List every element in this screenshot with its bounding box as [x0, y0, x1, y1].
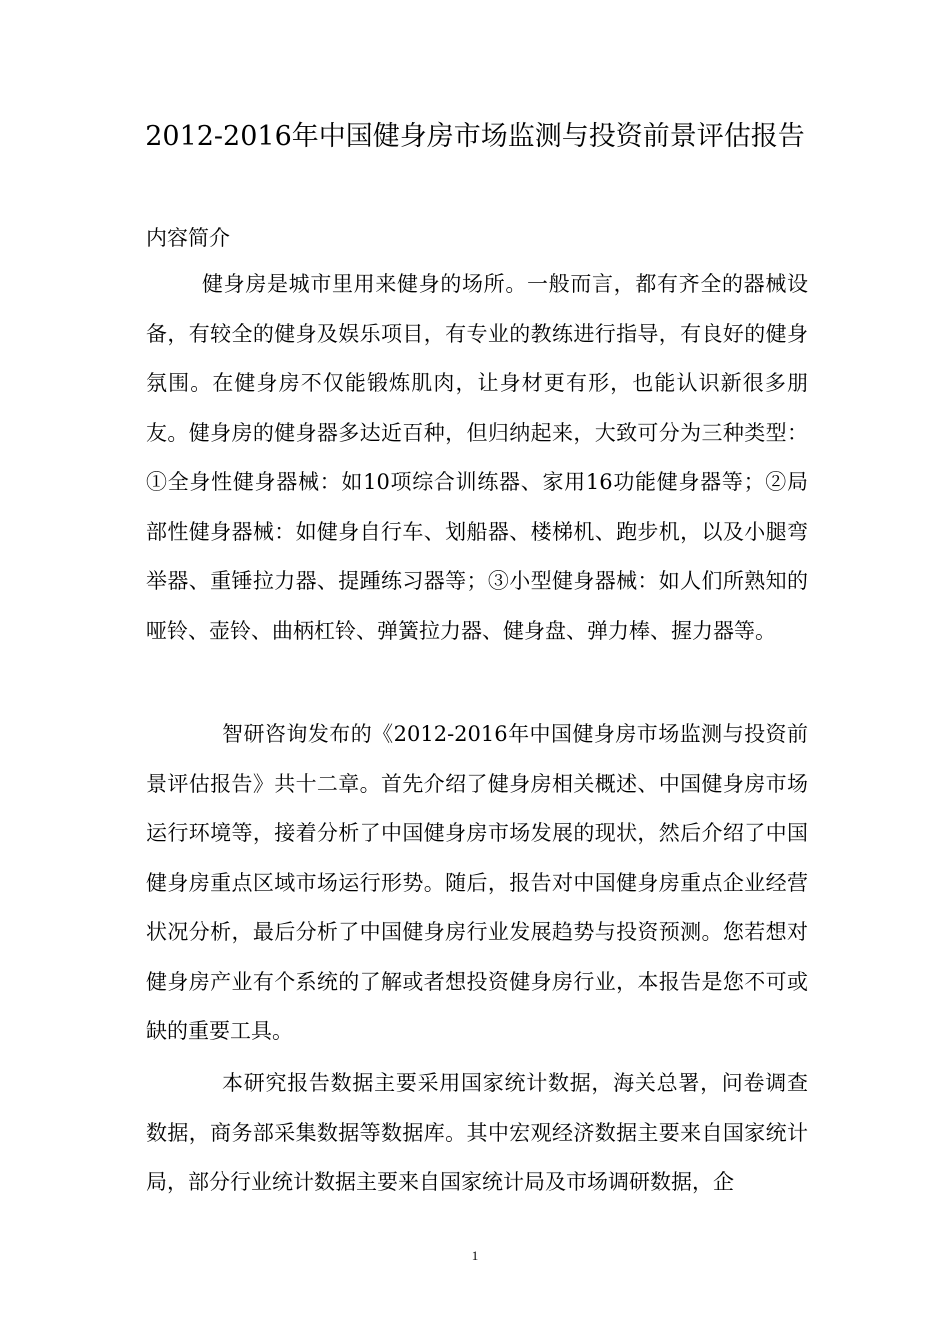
section-heading: 内容简介 — [146, 226, 230, 250]
paragraph-report-summary: 智研咨询发布的《2012-2016年中国健身房市场监测与投资前景评估报告》共十二章。首先介绍了健身房相关概述、中国健身房市场运行环境等，接着分析了中国健身房市场发展的现状，然后介绍了中国健身房重点区域市场运行形势。随后，报告对中国健身房重点企业经营状况分析，最后分析了中国健身房行业发展趋势与投资预测。您若想对健身房产业有个系统的了解或者想投资健身房行业，本报告是您不可或缺的重要工具。 — [146, 722, 808, 1043]
paragraph-intro: 健身房是城市里用来健身的场所。一般而言，都有齐全的器械设备，有较全的健身及娱乐项目，有专业的教练进行指导，有良好的健身氛围。在健身房不仅能锻炼肌肉，让身材更有形，也能认识新很多朋友。健身房的健身器多达近百种，但归纳起来，大致可分为三种类型：①全身性健身器械：如10项综合训练器、家用16功能健身器等；②局部性健身器械：如健身自行车、划船器、楼梯机、跑步机，以及小腿弯举器、重锤拉力器、提踵练习器等；③小型健身器械：如人们所熟知的哑铃、壶铃、曲柄杠铃、弹簧拉力器、健身盘、弹力棒、握力器等。 — [146, 272, 808, 643]
page-number: 1 — [471, 1248, 479, 1263]
paragraph-data-sources: 本研究报告数据主要采用国家统计数据，海关总署，问卷调查数据，商务部采集数据等数据库。其中宏观经济数据主要来自国家统计局，部分行业统计数据主要来自国家统计局及市场调研数据，企 — [146, 1071, 808, 1194]
report-title: 2012-2016年中国健身房市场监测与投资前景评估报告 — [145, 121, 805, 152]
